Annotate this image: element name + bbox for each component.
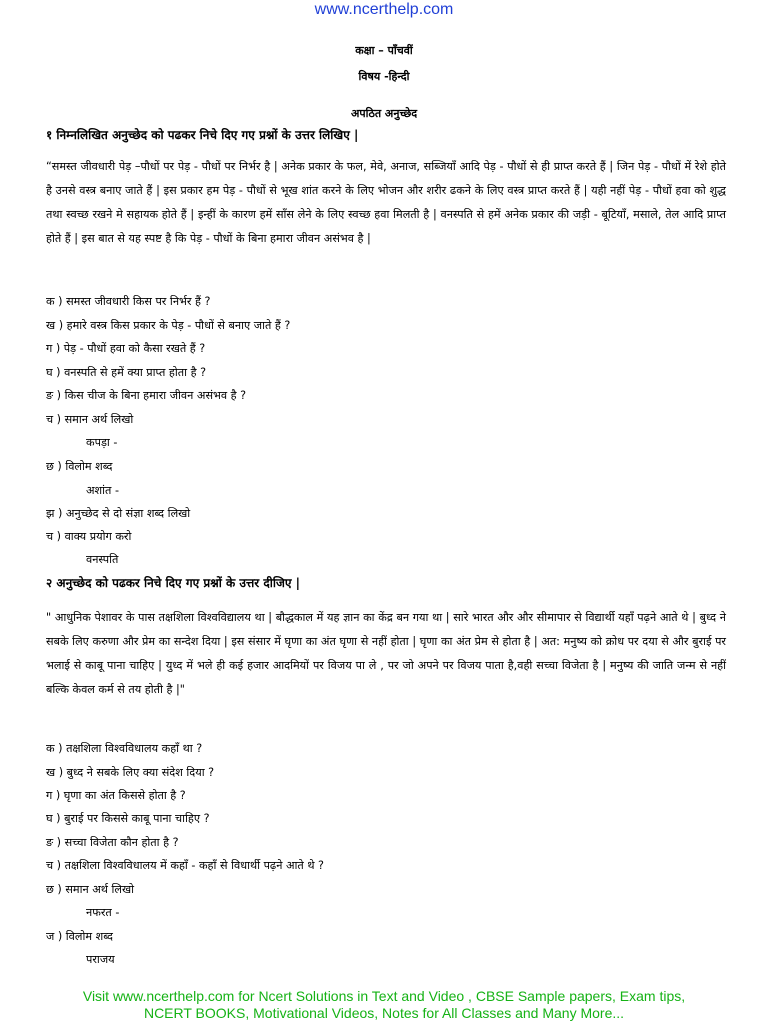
passage1-instruction: १ निम्नलिखित अनुच्छेद को पढकर निचे दिए गए प्रश्नों के उत्तर लिखिए | [46,128,359,142]
passage2-question-4: घ ) बुराई पर किससे काबू पाना चाहिए ? [46,812,210,825]
passage1-question-8: झ ) अनुच्छेद से दो संज्ञा शब्द लिखो [46,507,191,520]
passage1-question-5: ङ ) किस चीज के बिना हमारा जीवन असंभव है ? [46,389,247,402]
section-heading: अपठित अनुच्छेद [350,107,418,120]
passage2-question-2: ख ) बुध्द ने सबके लिए क्या संदेश दिया ? [46,766,215,779]
passage1-question-4: घ ) वनस्पति से हमें क्या प्राप्त होता है ? [46,366,207,379]
subject-label: विषय -हिन्दी [358,70,410,83]
passage2-question-6: च ) तक्षशिला विश्वविधालय में कहाँ - कहाँ से विधार्थी पढ़ने आते थे ? [46,859,324,872]
passage2-question-5: ङ ) सच्चा विजेता कौन होता है ? [46,836,179,849]
passage2-question-8: ज ) विलोम शब्द [46,930,113,943]
passage1-question-7: छ ) विलोम शब्द [46,460,113,473]
passage1-answer-6: कपड़ा - [86,436,118,449]
passage1-question-1: क ) समस्त जीवधारी किस पर निर्भर हैं ? [46,295,211,308]
passage1-answer-7: अशांत - [86,484,120,497]
passage1-question-2: ख ) हमारे वस्त्र किस प्रकार के पेड़ - पौधों से बनाए जाते हैं ? [46,319,291,332]
passage1-answer-9: वनस्पति [86,553,119,566]
class-label: कक्षा – पाँचवीं [355,44,413,57]
passage2-question-1: क ) तक्षशिला विश्वविधालय कहाँ था ? [46,742,203,755]
passage2-instruction: २ अनुच्छेद को पढकर निचे दिए गए प्रश्नों के उत्तर दीजिए | [46,576,301,590]
passage1-text: “समस्त जीवधारी पेड़ –पौधों पर पेड़ - पौधों पर निर्भर है | अनेक प्रकार के फल, मेवे, अनाज, सब्जियाँ आदि पेड़ - पौधों से ही प्राप्त करते हैं | जिन पेड़ - पौधों में रेशे होते है उनसे वस्त्र बनाए जाते हैं | इस प्रकार हम पेड़ - पौधों से भूख शांत करने के लिए भोजन और शरीर ढकने के लिए वस्त्र प्राप्त करते हैं | यही नहीं पेड़ - पौधों हवा को शुद्ध तथा स्वच्छ रखने मे सहायक होते हैं | इन्हीं के कारण हमें साँस लेने के लिए स्वच्छ हवा मिलती है | वनस्पति से हमें अनेक प्रकार की जड़ी - बूटियाँ, मसाले, तेल आदि प्राप्त होते हैं | इस बात से यह स्पष्ट है कि पेड़ - पौधों के बिना हमारा जीवन असंभव है | [46,160,726,245]
passage2-answer-7: नफरत - [86,906,120,919]
passage1-question-9: च ) वाक्य प्रयोग करो [46,530,132,543]
footer-promo-line-2[interactable]: NCERT BOOKS, Motivational Videos, Notes for All Classes and Many More... [143,1005,625,1021]
passage2-question-3: ग ) घृणा का अंत किससे होता है ? [46,789,186,802]
passage2-question-7: छ ) समान अर्थ लिखो [46,883,135,896]
site-url[interactable]: www.ncerthelp.com [314,1,454,18]
passage2-text: " आधुनिक पेशावर के पास तक्षशिला विश्वविद्यालय था | बौद्धकाल में यह ज्ञान का केंद्र बन गया था | सारे भारत और और सीमापार से विद्यार्थी यहाँ पढ़ने आते थे | बुध्द ने सबके लिए करुणा और प्रेम का सन्देश दिया | इस संसार में घृणा का अंत घृणा से नहीं होता | घृणा का अंत प्रेम से होता है | अत: मनुष्य को क्रोध पर दया से और बुराई पर भलाई से काबू पाना चाहिए | युध्द में भले ही कई हजार आदमियों पर विजय पा ले , पर जो अपने पर विजय पाता है,वही सच्चा विजेता है | मनुष्य की जाति जन्म से नहीं बल्कि केवल कर्म से तय होती है |" [46,611,726,696]
passage1-question-6: च ) समान अर्थ लिखो [46,413,134,426]
footer-promo-line-1[interactable]: Visit www.ncerthelp.com for Ncert Solutions in Text and Video , CBSE Sample papers, Exam tips, [82,988,686,1004]
passage1-question-3: ग ) पेड़ - पौधों हवा को कैसा रखते हैं ? [46,342,206,355]
passage2-answer-8: पराजय [86,953,115,966]
